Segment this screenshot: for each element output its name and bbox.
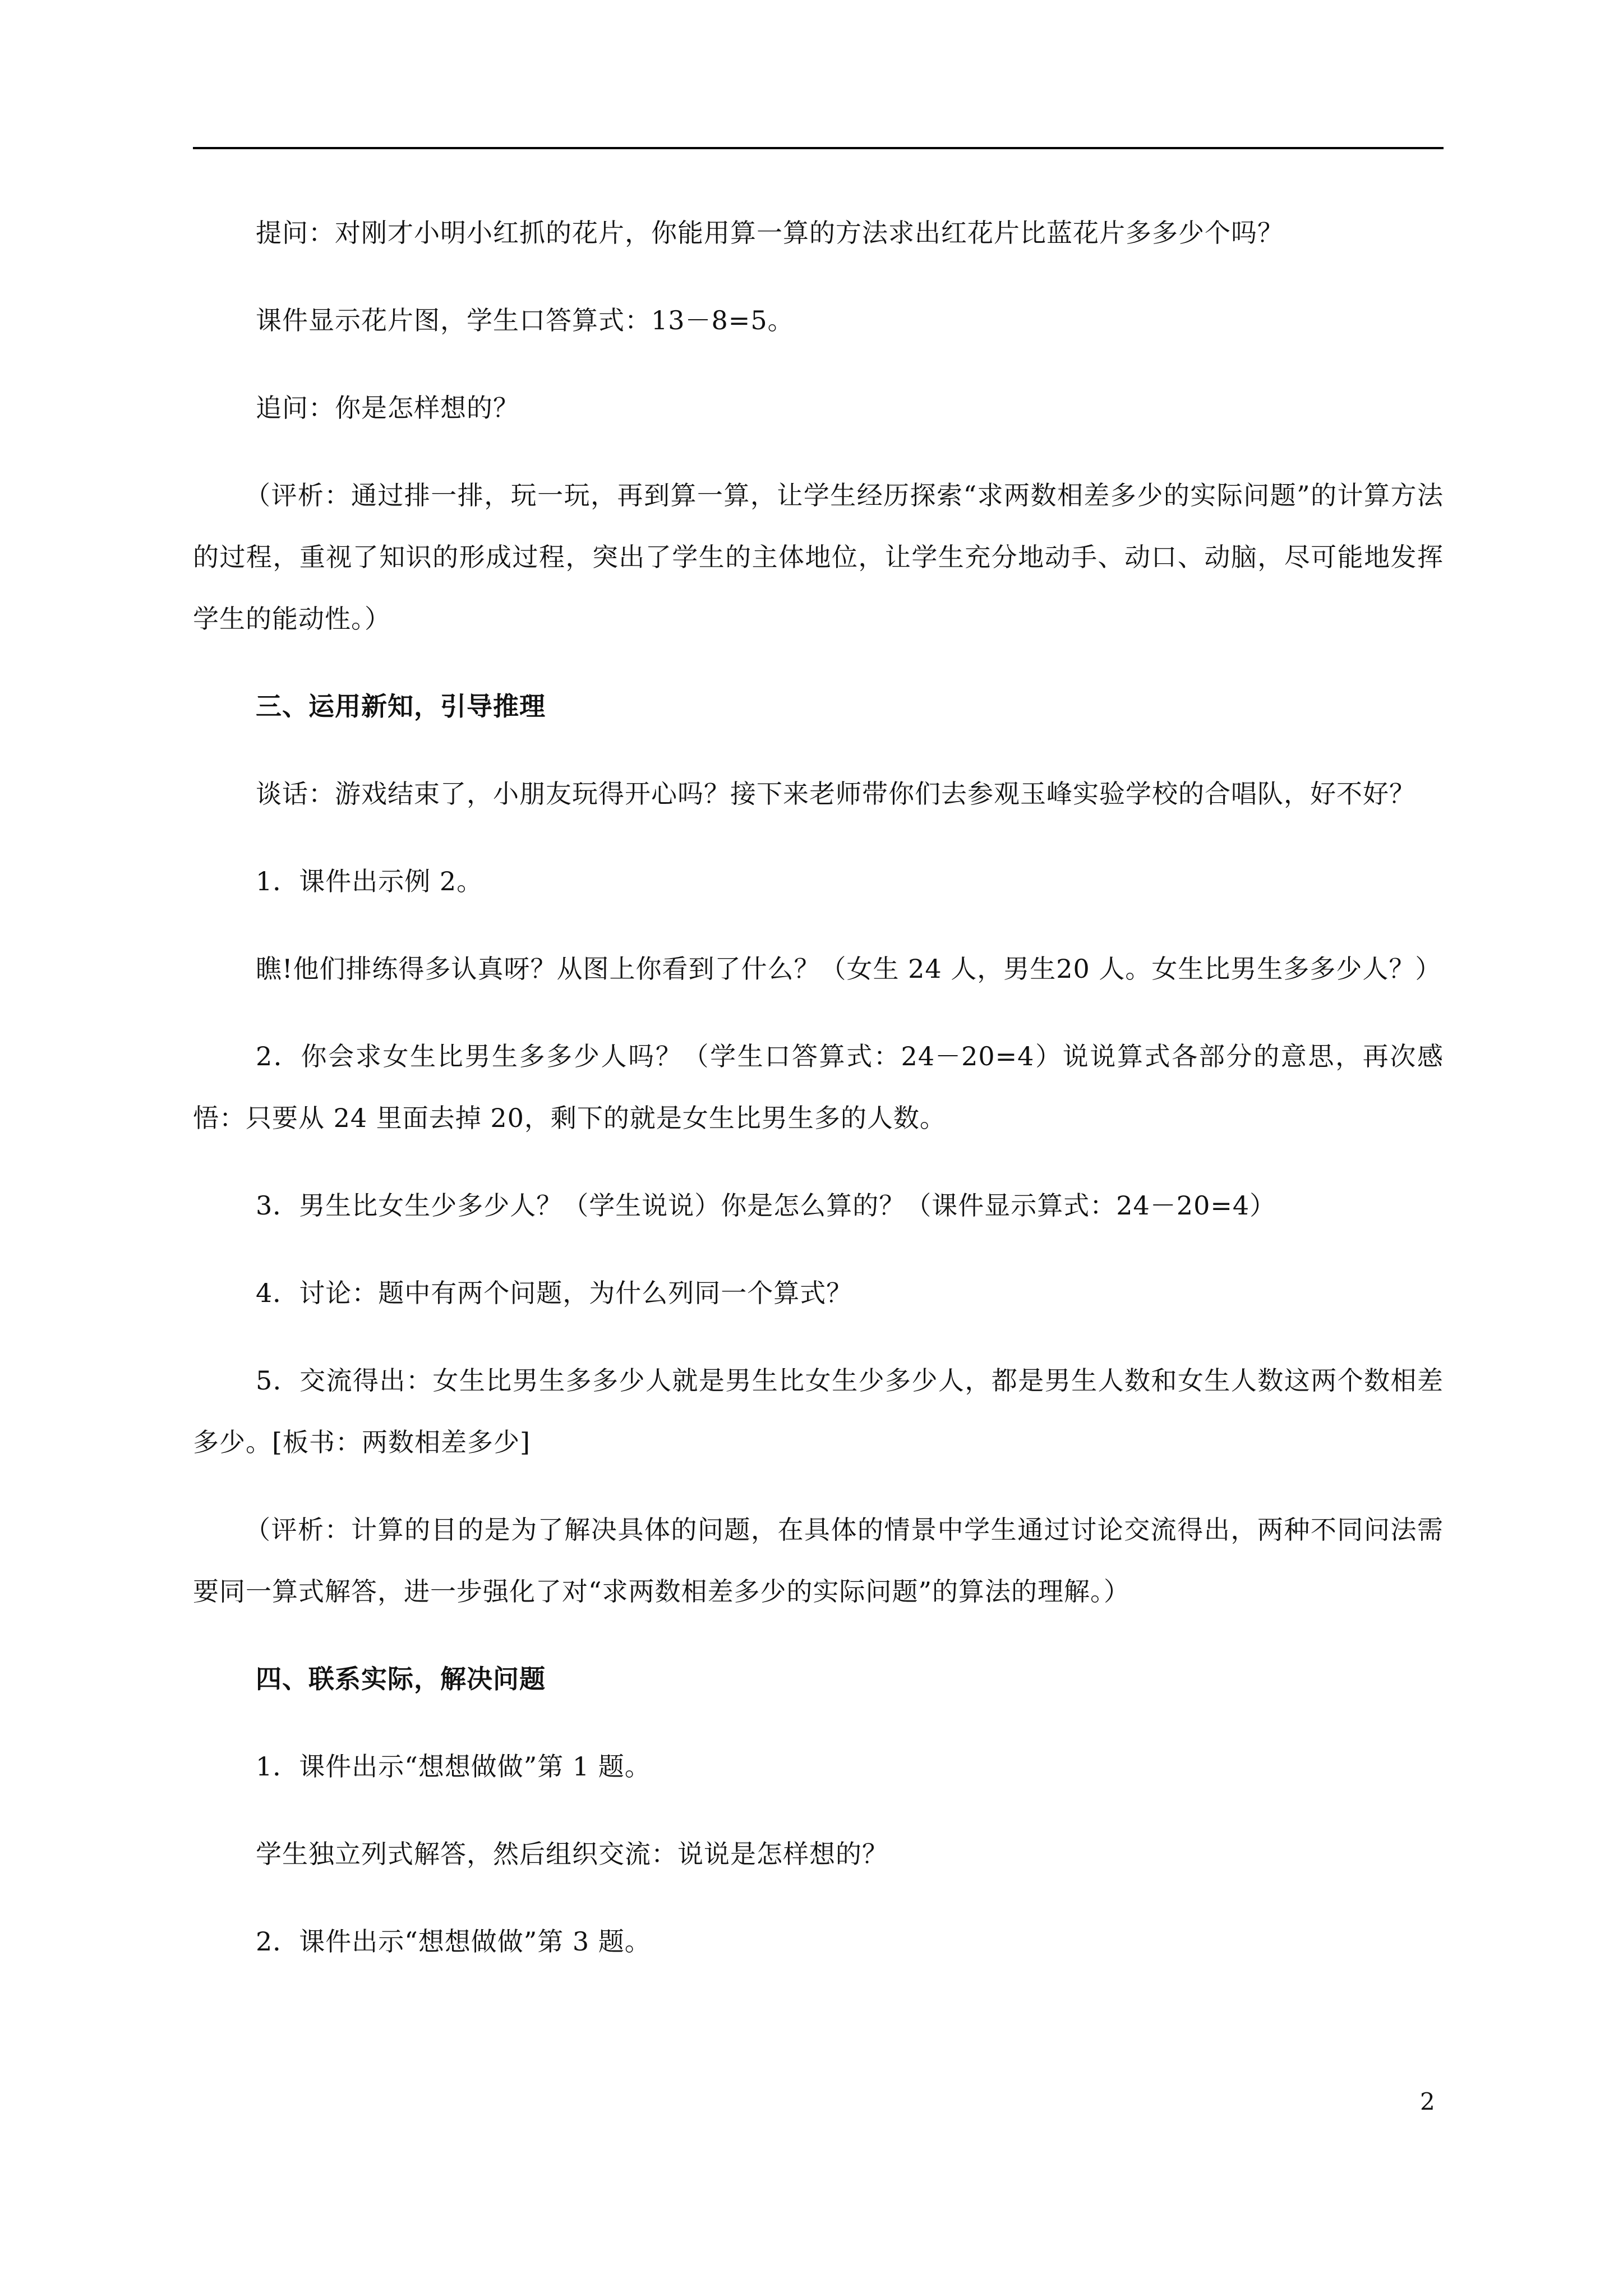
paragraph-practice-1: 1．课件出示“想想做做”第 1 题。 [256,1751,651,1782]
paragraph-item-3: 3．男生比女生少多少人？（学生说说）你是怎么算的？（课件显示算式：24－20=4） [256,1190,1276,1221]
paragraph-conversation: 谈话：游戏结束了，小朋友玩得开心吗？接下来老师带你们去参观玉峰实验学校的合唱队，好不好？ [256,779,1415,809]
header-rule [193,147,1444,149]
paragraph-commentary-1: （评析：通过排一排，玩一玩，再到算一算，让学生经历探索“求两数相差多少的实际问题”的计算方法的过程，重视了知识的形成过程，突出了学生的主体地位，让学生充分地动手、动口、动脑，尽可能地发挥学生的能动性。） [193,480,1444,634]
paragraph-practice-3: 2．课件出示“想想做做”第 3 题。 [256,1926,651,1957]
page-number: 2 [1420,2088,1435,2115]
paragraph-follow-up-question: 追问：你是怎样想的？ [256,393,519,423]
section-heading-3: 三、运用新知，引导推理 [256,691,546,721]
paragraph-item-1: 1．课件出示例 2。 [256,866,483,896]
paragraph-commentary-2: （评析：计算的目的是为了解决具体的问题，在具体的情景中学生通过讨论交流得出，两种不同问法需要同一算式解答，进一步强化了对“求两数相差多少的实际问题”的算法的理解。） [193,1515,1444,1607]
paragraph-question: 提问：对刚才小明小红抓的花片，你能用算一算的方法求出红花片比蓝花片多多少个吗？ [256,218,1284,248]
paragraph-independent-work: 学生独立列式解答，然后组织交流：说说是怎样想的？ [256,1839,888,1869]
paragraph-courseware-flowers: 课件显示花片图，学生口答算式：13－8=5。 [256,305,794,335]
section-heading-4: 四、联系实际，解决问题 [256,1664,546,1694]
page-body [193,202,1444,1998]
paragraph-observe: 瞧!他们排练得多认真呀？从图上你看到了什么？（女生 24 人，男生20 人。女生比男生多多少人？） [256,954,1442,984]
paragraph-item-4: 4．讨论：题中有两个问题，为什么列同一个算式？ [256,1278,853,1308]
paragraph-item-5: 5．交流得出：女生比男生多多少人就是男生比女生少多少人，都是男生人数和女生人数这两个数相差多少。[板书：两数相差多少] [193,1365,1444,1457]
paragraph-item-2: 2．你会求女生比男生多多少人吗？（学生口答算式：24－20=4）说说算式各部分的意思，再次感悟：只要从 24 里面去掉 20，剩下的就是女生比男生多的人数。 [193,1041,1444,1133]
